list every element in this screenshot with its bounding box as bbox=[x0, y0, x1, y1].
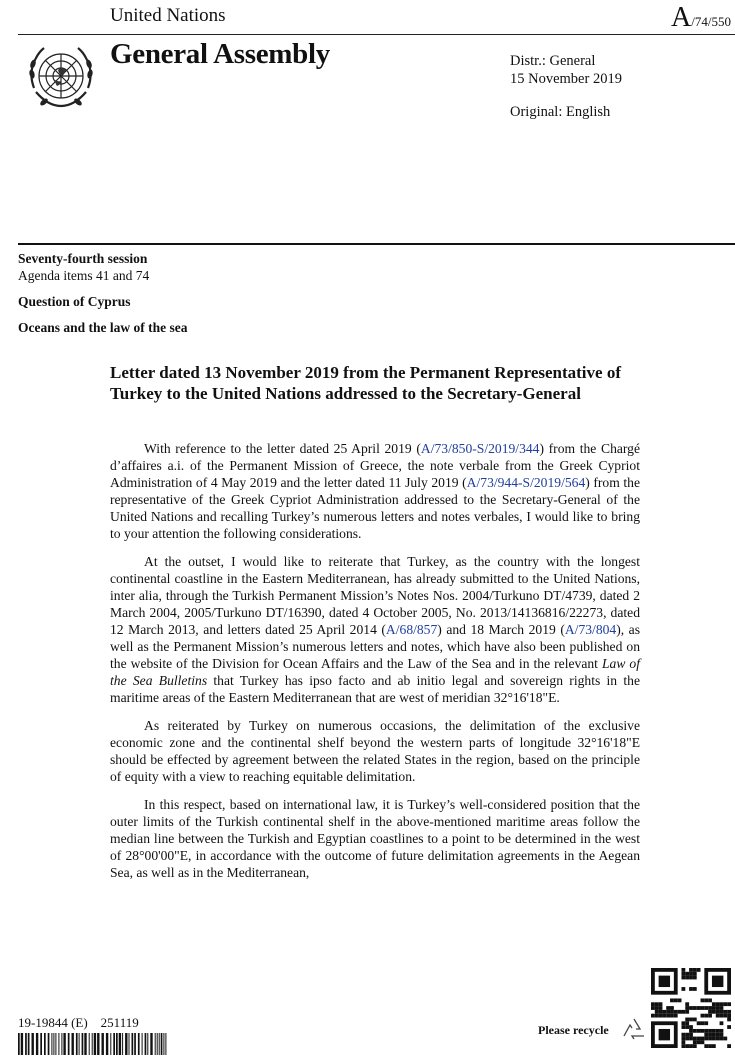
document-link[interactable]: A/73/850-S/2019/344 bbox=[420, 441, 540, 456]
document-symbol bbox=[671, 2, 731, 34]
document-link[interactable]: A/73/944-S/2019/564 bbox=[466, 475, 586, 490]
organization-name: United Nations bbox=[110, 5, 226, 26]
bulletin-title: Law of the Sea Bulletins bbox=[110, 656, 640, 688]
paragraph-4: In this respect, based on international law, it is Turkey’s well-considered position that the outer limits of the Turkish continental shelf in the above-mentioned maritime areas follow the median line between the Turkish and Egyptian coastlines to a point to be determined in the west of 28°00'00"E, in accordance with the outcome of future delimitation agreements in the Aegean Sea, as well as in the Mediterranean, bbox=[110, 797, 640, 880]
text-run: that Turkey has ipso facto and ab initio legal and sovereign rights in the maritime areas of the Eastern Mediterranean that are west of meridian 32°16'18"E. bbox=[110, 673, 640, 705]
letter-title: Letter dated 13 November 2019 from the Permanent Representative of Turkey to the United Nations addressed to the Secretary-General bbox=[110, 363, 621, 403]
paragraph-3: As reiterated by Turkey on numerous occasions, the delimitation of the exclusive economic zone and the continental shelf beyond the western parts of longitude 32°16'18"E should be effected by agreement between the related States in the region, based on the principle of equity with a view to reaching equitable delimitation. bbox=[110, 718, 640, 784]
text-run: ) from the representative of the Greek Cypriot Administration addressed to the Secretary-General of the United Nations and recalling Turkey’s numerous letters and notes verbales, I would like to bring to your attention the following considerations. bbox=[110, 475, 640, 541]
paragraph-1 bbox=[110, 440, 640, 542]
recycle-note: Please recycle bbox=[538, 1023, 609, 1037]
text-run: ), as well as the Permanent Mission’s numerous letters and notes, which have also been published on the website of the Division for Ocean Affairs and the Law of the Sea and in the relevant bbox=[110, 622, 640, 671]
section-rule bbox=[18, 243, 735, 245]
text-run: At the outset, I would like to reiterate that Turkey, as the country with the longest continental coastline in the Eastern Mediterranean, has already submitted to the United Nations, inter alia, through the Turkish Permanent Mission’s Notes Nos. 2004/Turkuno DT/4739, dated 2 March 2004, 2005/Turkuno DT/16390, dated 4 October 2005, No. 2013/14136816/22273, dated 12 March 2013, and letters dated 25 April 2014 ( bbox=[110, 554, 640, 637]
body-name: General Assembly bbox=[110, 38, 330, 70]
document-link[interactable]: A/73/804 bbox=[564, 622, 617, 637]
header-rule bbox=[18, 34, 735, 35]
agenda-item-oceans: Oceans and the law of the sea bbox=[18, 320, 188, 335]
un-emblem-icon bbox=[22, 40, 100, 118]
letter-body bbox=[110, 440, 640, 892]
issue-date: 15 November 2019 bbox=[510, 71, 622, 87]
symbol-suffix: /74/550 bbox=[691, 14, 731, 29]
text-run: ) and 18 March 2019 ( bbox=[437, 622, 565, 637]
distribution-info bbox=[510, 52, 622, 88]
paragraph-2 bbox=[110, 553, 640, 706]
original-language: Original: English bbox=[510, 104, 611, 120]
qr-code-icon bbox=[651, 968, 731, 1054]
recycle-icon bbox=[620, 1016, 648, 1044]
session-label: Seventy-fourth session bbox=[18, 251, 148, 266]
job-number: 19-19844 (E) 251119 bbox=[18, 1015, 139, 1030]
distribution-label: Distr.: General bbox=[510, 53, 596, 69]
document-link[interactable]: A/68/857 bbox=[385, 622, 438, 637]
symbol-prefix: A bbox=[671, 2, 692, 33]
text-run: ) from the Chargé d’affaires a.i. of the Permanent Mission of Greece, the note verbale from the Greek Cypriot Administration of 4 May 2019 and the letter dated 11 July 2019 ( bbox=[110, 441, 641, 490]
agenda-items: Agenda items 41 and 74 bbox=[18, 268, 150, 283]
text-run: With reference to the letter dated 25 April 2019 ( bbox=[144, 441, 421, 456]
barcode-icon bbox=[18, 1033, 168, 1055]
agenda-item-cyprus: Question of Cyprus bbox=[18, 294, 131, 309]
